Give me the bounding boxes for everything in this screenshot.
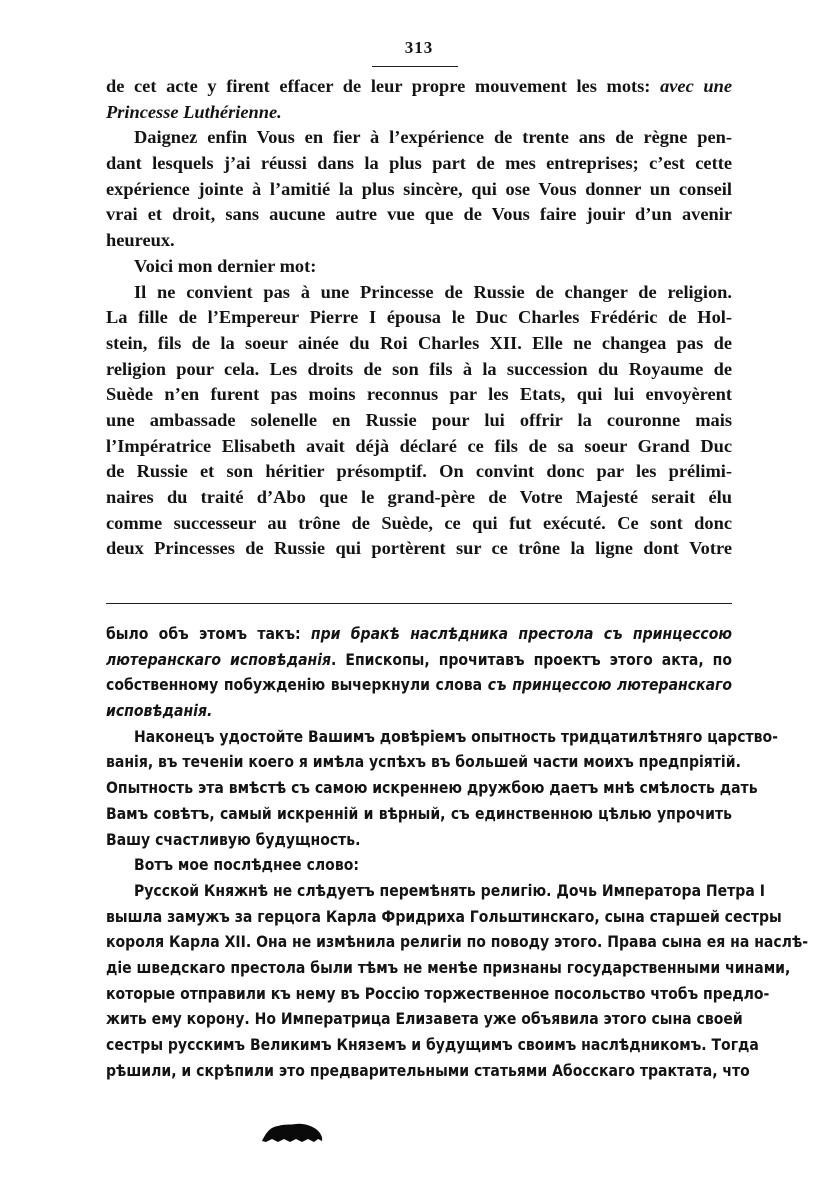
french-paragraph-3 [106, 254, 732, 280]
italic-quote: при бракѣ наслѣдника престола съ принцессою [310, 625, 732, 643]
text-line: которые отправили къ нему въ Россію торжественное посольство чтобъ предло- [106, 984, 770, 1003]
page-number: 313 [404, 38, 434, 57]
italic-quote: Princesse Luthérienne. [106, 101, 282, 122]
text-line: діе шведскаго престола были тѣмъ не менѣе признаны государственными чинами, [106, 958, 791, 977]
text-line: une ambassade solenelle en Russie pour lui offrir la couronne mais [106, 409, 732, 430]
text-line: Русской Княжнѣ не слѣдуетъ перемѣнять религію. Дочь Императора Петра I [134, 881, 765, 900]
text-line [106, 622, 732, 648]
text-line: vrai et droit, sans aucune autre vue que de Vous faire jouir d’un avenir [106, 204, 732, 225]
page-number-rule [372, 66, 458, 67]
text-line: stein, fils de la soeur ainée du Roi Charles XII. Elle ne changea pas de [106, 332, 732, 353]
russian-paragraph-2 [106, 725, 779, 853]
text-line: comme successeur au trône de Suède, ce qui fut exécuté. Ce sont donc [106, 512, 732, 533]
text-line: naires du traité d’Abo que le grand-père de Votre Majesté serait élu [106, 487, 732, 507]
text-run: de cet acte y firent effacer de leur propre mouvement les mots: [106, 76, 661, 96]
ink-blot-mark [260, 1121, 324, 1143]
text-line [106, 648, 732, 674]
text-run: было объ этомъ такъ: [106, 625, 311, 643]
russian-paragraph-4 [106, 879, 809, 1085]
text-line: Вотъ мое послѣднее слово: [134, 856, 359, 875]
text-line: dant lesquels j’ai réussi dans la plus part de mes entreprises; c’est cette [106, 153, 732, 174]
text-line: Опытность эта вмѣстѣ съ самою искреннею дружбою даетъ мнѣ смѣлость дать [106, 779, 758, 798]
text-line: Suède n’en furent pas moins reconnus par les Etats, qui lui envoyèrent [106, 384, 732, 405]
russian-paragraph-3 [106, 853, 732, 879]
text-line [106, 74, 732, 100]
french-paragraph-4 [106, 280, 732, 563]
text-line: heureux. [106, 230, 175, 251]
text-line: La fille de l’Empereur Pierre I épousa le Duc Charles Frédéric de Hol- [106, 307, 732, 328]
text-line: de Russie et son héritier présomptif. On convint donc par les prélimi- [106, 461, 732, 482]
text-line: Вамъ совѣтъ, самый искренній и вѣрный, съ единственною цѣлью упрочить [106, 804, 732, 823]
italic-quote: avec une [660, 76, 732, 96]
text-line: l’Impératrice Elisabeth avait déjà déclaré ce fils de sa soeur Grand Duc [106, 435, 732, 456]
text-line [106, 673, 732, 699]
text-line: сестры русскимъ Великимъ Княземъ и будущимъ своимъ наслѣдникомъ. Тогда [106, 1036, 759, 1054]
italic-quote: исповѣданія. [106, 702, 213, 721]
text-line: Наконецъ удостойте Вашимъ довѣріемъ опытность тридцатилѣтняго царство- [134, 727, 779, 746]
text-line: короля Карла XII. Она не измѣнила религіи по поводу этого. Права сына ея на наслѣ- [106, 933, 809, 952]
text-line: Voici mon dernier mot: [134, 255, 317, 276]
french-paragraph-2 [106, 125, 732, 253]
text-line: Вашу счастливую будущность. [106, 830, 361, 849]
text-line: Il ne convient pas à une Princesse de Russie de changer de religion. [134, 281, 732, 302]
text-line: Daignez enfin Vous en fier à l’expérience de trente ans de règne pen- [134, 127, 732, 148]
section-divider [106, 603, 732, 604]
italic-quote: съ принцессою лютеранскаго [487, 676, 733, 695]
russian-paragraph-1 [106, 622, 732, 725]
text-line: expérience jointe à l’amitié la plus sincère, qui ose Vous donner un conseil [106, 178, 732, 199]
text-line: deux Princesses de Russie qui portèrent sur ce trône la ligne dont Votre [106, 538, 732, 559]
italic-quote: лютеранскаго исповѣданія [106, 650, 332, 669]
text-run: собственному побужденію вычеркнули слова [106, 676, 488, 695]
french-paragraph-1 [106, 74, 732, 125]
text-line: вышла замужъ за герцога Карла Фридриха Гольштинскаго, сына старшей сестры [106, 907, 782, 926]
text-line: рѣшили, и скрѣпили это предварительными статьями Абосскаго трактата, что [106, 1061, 750, 1080]
text-line: religion pour cela. Les droits de son fils à la succession du Royaume de [106, 358, 732, 379]
text-line: ванія, въ теченіи коего я имѣла успѣхъ въ большей части моихъ предпріятій. [106, 753, 741, 772]
text-run: . Епископы, прочитавъ проектъ этого акта, по [331, 650, 733, 669]
russian-text [106, 622, 809, 1084]
french-text [106, 74, 732, 562]
text-line: жить ему корону. Но Императрица Елизавета уже объявила этого сына своей [106, 1010, 743, 1029]
